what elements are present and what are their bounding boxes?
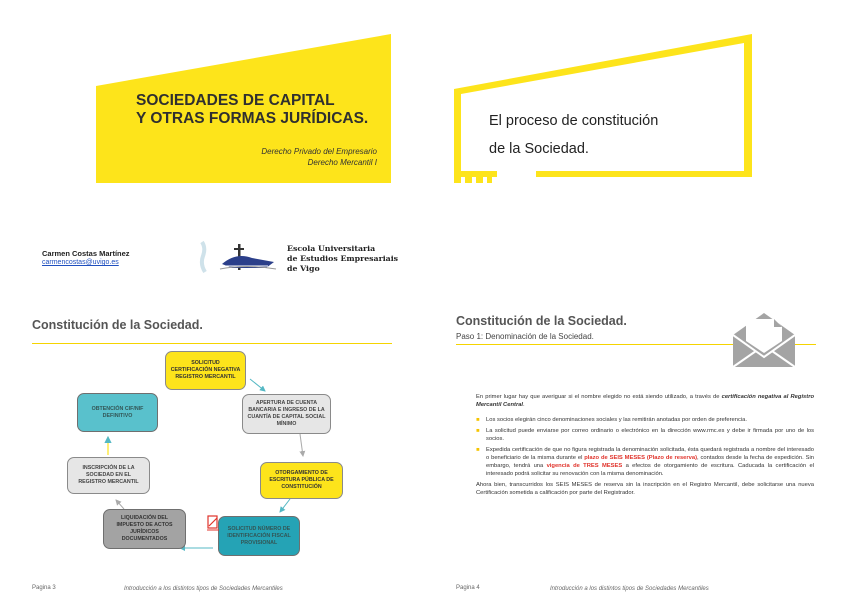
school-name-line1: Escola Universitaria bbox=[287, 244, 376, 253]
slide4-intro-text: En primer lugar hay que averiguar si el nombre elegido no está siendo utilizado, a través de bbox=[476, 394, 722, 400]
slide4-closing: Ahora bien, transcurridos los SEIS MESES de reserva sin la inscripción en el Registro Mercantil, debe solicitarse una nueva Certificación sometida a calificación por parte del Registrador. bbox=[476, 482, 814, 496]
slide2-title-line2: de la Sociedad. bbox=[489, 141, 589, 157]
slide4-intro-end: . bbox=[523, 402, 525, 408]
slide4-intro bbox=[476, 393, 814, 409]
slide4-heading: Constitución de la Sociedad. bbox=[456, 314, 627, 328]
flow-node-solicitud-certificacion: SOLICITUD CERTIFICACIÓN NEGATIVA REGISTRO MERCANTIL bbox=[165, 351, 246, 390]
flow-node-otorgamiento-escritura: OTORGAMIENTO DE ESCRITURA PÚBLICA DE CONSTITUCIÓN bbox=[260, 462, 343, 499]
slide4-bullet bbox=[476, 446, 814, 478]
bullet-icon: ■ bbox=[476, 417, 480, 423]
slide4-bullet1-text: Los socios elegirán cinco denominaciones sociales y las remitirán anotadas por orden de preferencia. bbox=[486, 417, 748, 423]
flow-node-apertura-cuenta: APERTURA DE CUENTA BANCARIA E INGRESO DE LA CUANTÍA DE CAPITAL SOCIAL MÍNIMO bbox=[242, 394, 331, 434]
slide3-heading: Constitución de la Sociedad. bbox=[32, 318, 203, 332]
school-name-line2: de Estudios Empresariais bbox=[287, 254, 399, 263]
slide4-bullet3-text-c: , contados desde la fecha de expedición. Sin embargo, tendrá una bbox=[486, 455, 814, 469]
slide4-bullet3-highlight-reserva: plazo de SEIS MESES (Plazo de reserva) bbox=[584, 455, 698, 461]
slide3-page-number: Pagina 3 bbox=[32, 585, 56, 591]
slide4-bullet3-highlight-vigencia: vigencia de TRES MESES bbox=[546, 463, 623, 469]
slide2-title bbox=[489, 107, 719, 163]
slide1-title-line1: SOCIEDADES DE CAPITAL bbox=[136, 92, 335, 109]
school-logo-icon bbox=[196, 238, 288, 280]
slide4-intro-emphasis: certificación negativa al Registro Mercantil Central bbox=[476, 394, 815, 408]
slide4-bullet3-text-e: a efectos de otorgamiento de escritura. Caducada la certificación el interesado podrá solicitar su renovación con la misma denominación. bbox=[486, 463, 814, 477]
slide4-page-number: Pagina 4 bbox=[456, 585, 480, 591]
flow-node-liquidacion-impuesto: LIQUIDACIÓN DEL IMPUESTO DE ACTOS JURÍDICOS DOCUMENTADOS bbox=[103, 509, 186, 549]
flow-node-inscripcion-registro: INSCRIPCIÓN DE LA SOCIEDAD EN EL REGISTRO MERCANTIL bbox=[67, 457, 150, 494]
slide1-subtitle-line2: Derecho Mercantil I bbox=[307, 158, 377, 167]
slide1-subtitle-line1: Derecho Privado del Empresario bbox=[261, 147, 377, 156]
flow-node-obtencion-cif: OBTENCIÓN CIF/NIF DEFINITIVO bbox=[77, 393, 158, 432]
slide3-footer-text: Introducción a los distintos tipos de Sociedades Mercantiles bbox=[124, 586, 283, 592]
school-name bbox=[287, 244, 407, 274]
slide2-title-line1: El proceso de constitución bbox=[489, 113, 659, 129]
slide4-footer-text: Introducción a los distintos tipos de Sociedades Mercantiles bbox=[550, 586, 709, 592]
bullet-icon: ■ bbox=[476, 428, 480, 434]
slide4-subheading: Paso 1: Denominación de la Sociedad. bbox=[456, 332, 594, 341]
pen-note-icon bbox=[206, 514, 220, 532]
bullet-icon: ■ bbox=[476, 447, 480, 453]
slide1-subtitle bbox=[200, 146, 377, 168]
envelope-document-icon bbox=[730, 310, 798, 370]
slide4-bullet-list bbox=[476, 416, 814, 478]
flow-node-solicitud-nif: SOLICITUD NÚMERO DE IDENTIFICACIÓN FISCAL PROVISIONAL bbox=[218, 516, 300, 556]
slide1-title-line2: Y OTRAS FORMAS JURÍDICAS. bbox=[136, 110, 369, 127]
slide4-bullet3-text-a: Expedida certificación de que no figura registrada la denominación solicitada, ésta quedará registrada a nombre del interesado o beneficiario de la misma durante el bbox=[486, 447, 814, 461]
author-email-link[interactable]: carmencostas@uvigo.es bbox=[42, 259, 119, 266]
flowchart-arrows bbox=[0, 300, 424, 600]
author-name: Carmen Costas Martínez bbox=[42, 249, 130, 258]
slide1-title bbox=[136, 92, 386, 128]
school-name-line3: de Vigo bbox=[287, 264, 320, 273]
slide4-bullet bbox=[476, 416, 814, 424]
slide4-body bbox=[476, 393, 814, 504]
slide4-bullet2-text: La solicitud puede enviarse por correo ordinario o electrónico en la dirección www.rmc.es y debe ir firmada por uno de los socios. bbox=[486, 428, 814, 442]
slide4-bullet bbox=[476, 427, 814, 443]
